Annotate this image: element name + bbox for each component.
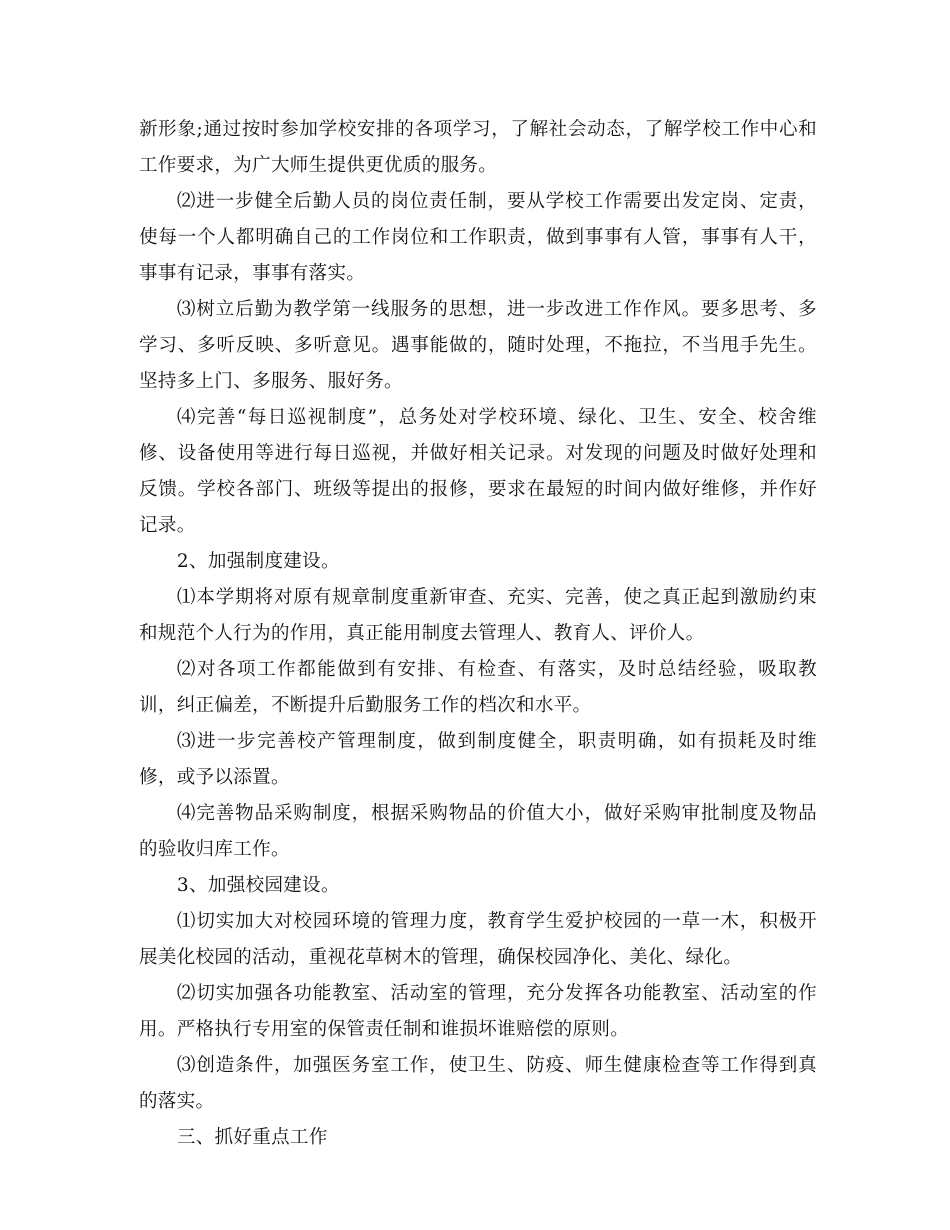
paragraph-item-2: ⑵进一步健全后勤人员的岗位责任制，要从学校工作需要出发定岗、定责，使每一个人都明确自己的工作岗位和工作职责，做到事事有人管，事事有人干，事事有记录，事事有落实。 — [139, 191, 817, 284]
paragraph-item-3: ⑶创造条件，加强医务室工作，使卫生、防疫、师生健康检查等工作得到真的落实。 — [139, 1055, 817, 1112]
section-heading-campus: 3、加强校园建设。 — [176, 875, 340, 896]
paragraph-continuation: 新形象;通过按时参加学校安排的各项学习，了解社会动态，了解学校工作中心和工作要求，为广大师生提供更优质的服务。 — [139, 119, 817, 176]
paragraph-item-4: ⑷完善物品采购制度，根据采购物品的价值大小，做好采购审批制度及物品的验收归库工作。 — [139, 803, 817, 860]
paragraph-item-3: ⑶进一步完善校产管理制度，做到制度健全，职责明确，如有损耗及时维修，或予以添置。 — [139, 731, 817, 788]
section-heading-system: 2、加强制度建设。 — [176, 551, 340, 572]
paragraph-item-1: ⑴切实加大对校园环境的管理力度，教育学生爱护校园的一草一木，积极开展美化校园的活动，重视花草树木的管理，确保校园净化、美化、绿化。 — [139, 911, 817, 968]
paragraph-item-3: ⑶树立后勤为教学第一线服务的思想，进一步改进工作作风。要多思考、多学习、多听反映、多听意见。遇事能做的，随时处理，不拖拉，不当甩手先生。坚持多上门、多服务、服好务。 — [139, 299, 817, 392]
paragraph-item-2: ⑵切实加强各功能教室、活动室的管理，充分发挥各功能教室、活动室的作用。严格执行专用室的保管责任制和谁损坏谁赔偿的原则。 — [139, 983, 817, 1040]
section-heading-key-work: 三、抓好重点工作 — [176, 1127, 328, 1148]
paragraph-item-1: ⑴本学期将对原有规章制度重新审查、充实、完善，使之真正起到激励约束和规范个人行为的作用，真正能用制度去管理人、教育人、评价人。 — [139, 587, 817, 644]
paragraph-item-4: ⑷完善“每日巡视制度”，总务处对学校环境、绿化、卫生、安全、校舍维修、设备使用等进行每日巡视，并做好相关记录。对发现的问题及时做好处理和反馈。学校各部门、班级等提出的报修，要求在最短的时间内做好维修，并作好记录。 — [139, 407, 817, 536]
paragraph-item-2: ⑵对各项工作都能做到有安排、有检查、有落实，及时总结经验，吸取教训，纠正偏差，不断提升后勤服务工作的档次和水平。 — [139, 659, 817, 716]
document-page — [139, 112, 817, 1156]
